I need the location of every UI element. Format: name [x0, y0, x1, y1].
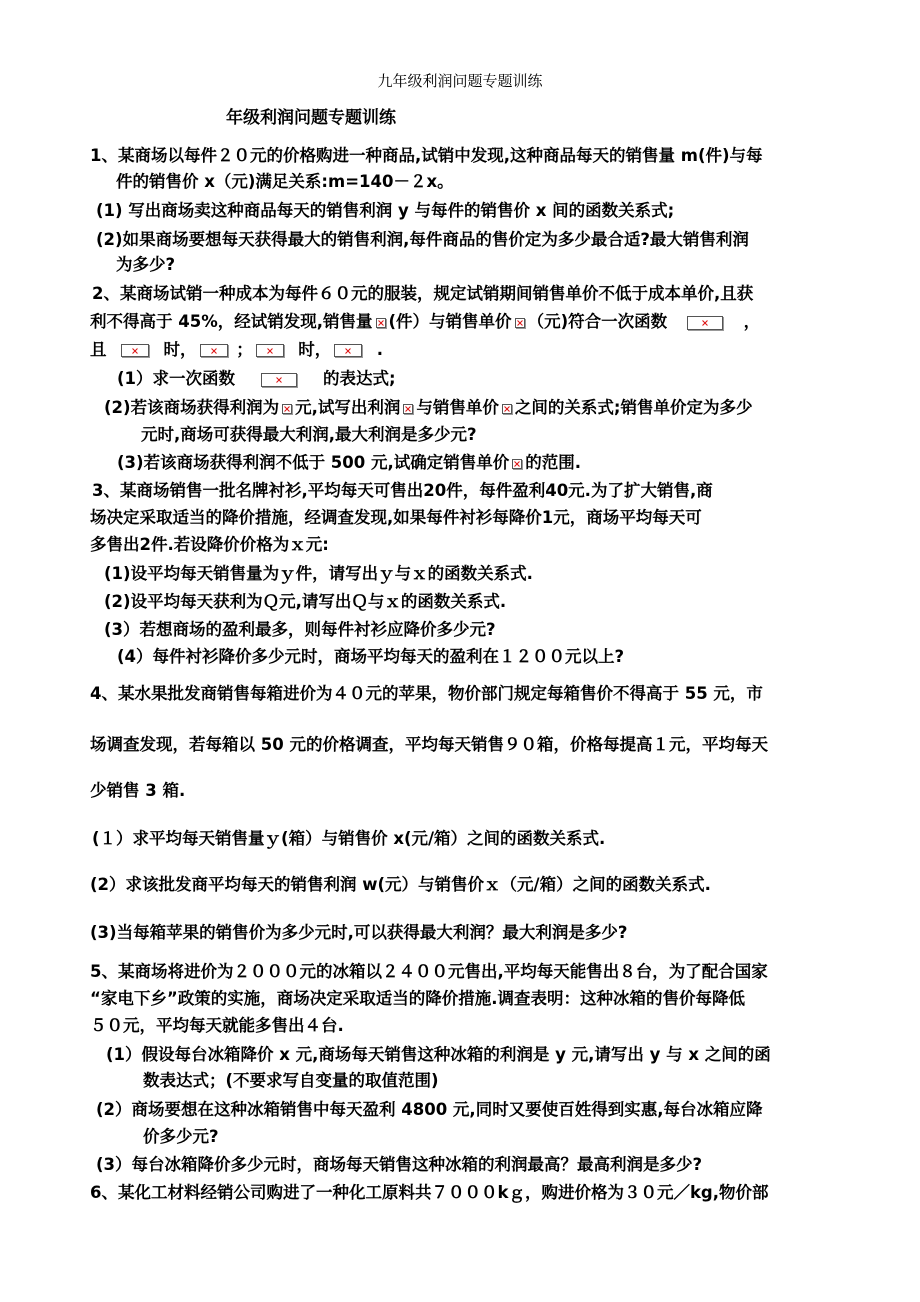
p5-q2-line-2: 价多少元?	[143, 1127, 219, 1146]
broken-image-icon	[687, 316, 723, 330]
p5-q1-line-1: (1）假设每台冰箱降价 x 元,商场每天销售这种冰箱的利润是 y 元,请写出 y 与 x 之间的函	[106, 1045, 771, 1064]
p4-q2: (2）求该批发商平均每天的销售利润 w(元）与销售价ｘ（元/箱）之间的函数关系式.	[90, 875, 711, 894]
p2-line-2-text-a: 利不得高于 45%，经试销发现,销售量	[90, 312, 373, 331]
p2-q2-line-1	[104, 397, 752, 419]
p2-q1	[117, 368, 396, 390]
p2-line-2	[90, 311, 760, 333]
p5-line-2: “家电下乡”政策的实施，商场决定采取适当的降价措施.调查表明：这种冰箱的售价每降低	[90, 989, 745, 1008]
p2-q2-text-c: 与销售单价	[416, 398, 499, 417]
p2-line-3-text-c: ；	[236, 340, 253, 359]
broken-image-icon	[200, 344, 228, 357]
p2-q2-line-2: 元时,商场可获得最大利润,最大利润是多少元?	[141, 425, 477, 444]
p5-q1-line-2: 数表达式；(不要求写自变量的取值范围)	[143, 1071, 439, 1090]
p2-q2-text-a: (2)若该商场获得利润为	[104, 398, 280, 417]
p4-q3: (3)当每箱苹果的销售价为多少元时,可以获得最大利润？最大利润是多少?	[90, 923, 628, 942]
p2-q2-text-b: 元,试写出利润	[295, 398, 401, 417]
broken-image-icon	[515, 318, 525, 328]
broken-image-icon	[261, 373, 297, 387]
p4-line-2: 场调查发现，若每箱以 50 元的价格调查，平均每天销售９０箱，价格每提高１元，平均每天	[90, 735, 768, 754]
broken-image-icon	[376, 318, 386, 328]
p4-line-1: 4、某水果批发商销售每箱进价为４０元的苹果，物价部门规定每箱售价不得高于 55 元，市	[90, 684, 763, 703]
broken-image-icon	[403, 404, 413, 414]
p1-q1: (1) 写出商场卖这种商品每天的销售利润 y 与每件的销售价 x 间的函数关系式;	[96, 201, 675, 220]
broken-image-icon	[256, 344, 284, 357]
p3-q4: (4）每件衬衫降价多少元时，商场平均每天的盈利在１２００元以上?	[117, 647, 625, 666]
p2-q3-text-a: (3)若该商场获得利润不低于 500 元,试确定销售单价	[117, 453, 510, 472]
p1-q2-line-2: 为多少?	[116, 255, 176, 274]
p2-q2-text-d: 之间的关系式;销售单价定为多少	[514, 398, 753, 417]
broken-image-icon	[502, 404, 512, 414]
p4-line-3: 少销售 3 箱.	[90, 781, 186, 800]
p2-q3-text-b: 的范围.	[525, 453, 582, 472]
p2-q1-text-b: 的表达式;	[323, 369, 396, 388]
p2-line-3-text-a: 且	[90, 340, 107, 359]
p3-q2: (2)设平均每天获利为Ｑ元,请写出Ｑ与ｘ的函数关系式.	[104, 592, 507, 611]
broken-image-icon	[512, 459, 522, 469]
p2-line-3-text-e: .	[376, 340, 384, 359]
p4-q1: (１）求平均每天销售量ｙ(箱）与销售价 x(元/箱）之间的函数关系式.	[92, 829, 606, 848]
page-header: 九年级利润问题专题训练	[377, 72, 543, 90]
p2-line-2-text-d: ，	[743, 312, 761, 331]
p2-line-3	[90, 339, 383, 361]
p2-q1-text-a: (1）求一次函数	[117, 369, 236, 388]
p1-line-2: 件的销售价 x（元)满足关系:m=140－２x。	[116, 172, 454, 191]
p6-line-1: 6、某化工材料经销公司购进了一种化工原料共７０００kｇ，购进价格为３０元／kg,物价部	[90, 1183, 769, 1202]
p3-line-1: 3、某商场销售一批名牌衬衫,平均每天可售出20件，每件盈利40元.为了扩大销售,商	[92, 481, 713, 500]
p2-line-3-text-d: 时，	[298, 340, 332, 359]
p2-q3	[117, 452, 581, 474]
broken-image-icon	[121, 344, 149, 357]
p1-q2-line-1: (2)如果商场要想每天获得最大的销售利润,每件商品的售价定为多少最合适?最大销售利润	[96, 230, 749, 249]
p3-q3: (3）若想商场的盈利最多，则每件衬衫应降价多少元?	[104, 620, 496, 639]
p2-line-2-text-c: （元)符合一次函数	[527, 312, 668, 331]
p5-line-1: 5、某商场将进价为２０００元的冰箱以２４００元售出,平均每天能售出８台，为了配合国家	[90, 962, 768, 981]
p5-line-3: ５０元，平均每天就能多售出４台.	[90, 1016, 344, 1035]
p3-line-3: 多售出2件.若设降价价格为ｘ元:	[90, 535, 329, 554]
broken-image-icon	[282, 404, 292, 414]
p5-q2-line-1: (2）商场要想在这种冰箱销售中每天盈利 4800 元,同时又要使百姓得到实惠,每台冰箱应降	[96, 1100, 763, 1119]
p2-line-1: 2、某商场试销一种成本为每件６０元的服装，规定试销期间销售单价不低于成本单价,且获	[92, 284, 754, 303]
document-title: 年级利润问题专题训练	[226, 108, 396, 128]
broken-image-icon	[334, 344, 362, 357]
p3-line-2: 场决定采取适当的降价措施，经调查发现,如果每件衬衫每降价1元，商场平均每天可	[90, 508, 702, 527]
p3-q1: (1)设平均每天销售量为ｙ件，请写出ｙ与ｘ的函数关系式.	[104, 564, 533, 583]
p5-q3: (3）每台冰箱降价多少元时，商场每天销售这种冰箱的利润最高？最高利润是多少?	[96, 1155, 703, 1174]
p2-line-3-text-b: 时，	[163, 340, 197, 359]
p1-line-1: 1、某商场以每件２０元的价格购进一种商品,试销中发现,这种商品每天的销售量 m(件)与每	[90, 146, 763, 165]
p2-line-2-text-b: (件）与销售单价	[388, 312, 512, 331]
